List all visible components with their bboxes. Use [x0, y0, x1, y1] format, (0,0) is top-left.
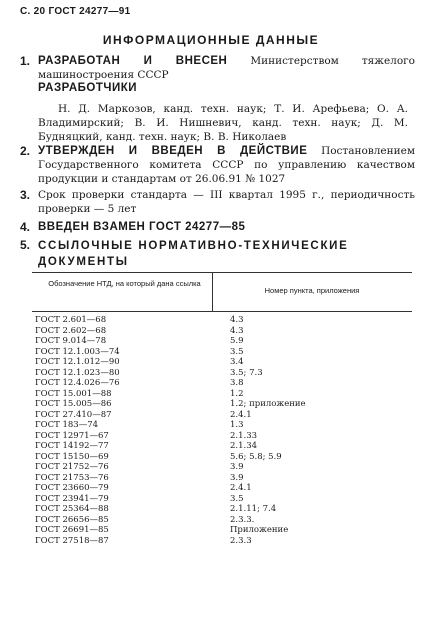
table-row	[32, 357, 412, 368]
table-row	[32, 399, 412, 410]
section-body	[38, 188, 415, 216]
table-row	[32, 473, 412, 484]
section-number: 5.	[20, 238, 31, 252]
table-row	[32, 504, 412, 515]
table-row	[32, 441, 412, 452]
table-body	[32, 315, 412, 546]
reference-designation: ГОСТ 12.1.003—74	[35, 346, 120, 357]
clause-number: 2.3.3	[230, 535, 252, 546]
reference-designation: ГОСТ 21752—76	[35, 462, 109, 472]
reference-designation: ГОСТ 12.1.012—90	[35, 357, 120, 367]
clause-number: 4.3	[230, 325, 244, 336]
reference-designation: ГОСТ 12.1.023—80	[35, 367, 120, 378]
section-heading: ССЫЛОЧНЫЕ НОРМАТИВНО-ТЕХНИЧЕСКИЕ ДОКУМЕНТЫ	[38, 240, 349, 268]
table-row	[32, 336, 412, 347]
clause-number: 2.1.34	[230, 441, 258, 451]
section-body	[38, 144, 415, 186]
table-row	[32, 420, 412, 431]
table-header	[32, 272, 412, 312]
reference-designation: ГОСТ 183—74	[35, 420, 99, 430]
clause-number: 3.4	[230, 357, 244, 367]
document-title: ИНФОРМАЦИОННЫЕ ДАННЫЕ	[102, 33, 320, 47]
clause-number: 1.2	[230, 388, 244, 399]
clause-number: 4.3	[230, 315, 244, 325]
reference-designation: ГОСТ 27518—87	[35, 535, 109, 546]
reference-designation: ГОСТ 23660—79	[35, 483, 109, 493]
reference-designation: ГОСТ 21753—76	[35, 472, 109, 483]
clause-number: 3.5	[230, 493, 244, 504]
reference-designation: ГОСТ 26691—85	[35, 525, 109, 535]
section-heading: РАЗРАБОТАН И ВНЕСЕН	[38, 55, 228, 67]
reference-designation: ГОСТ 12.4.026—76	[35, 378, 120, 388]
clause-number: 3.9	[230, 472, 244, 483]
section-4	[20, 220, 415, 234]
reference-designation: ГОСТ 23941—79	[35, 493, 109, 504]
table-row	[32, 494, 412, 505]
section-heading: ВВЕДЕН ВЗАМЕН ГОСТ 24277—85	[38, 221, 246, 233]
clause-number: 1.2; приложение	[230, 399, 306, 409]
table-row	[32, 368, 412, 379]
clause-number: 5.9	[230, 336, 244, 346]
clause-number: 2.1.11; 7.4	[230, 504, 277, 514]
table-row	[32, 462, 412, 473]
table-row	[32, 326, 412, 337]
section-body	[38, 54, 415, 82]
developers-heading: РАЗРАБОТЧИКИ	[38, 82, 137, 94]
reference-designation: ГОСТ 15150—69	[35, 451, 109, 462]
reference-designation: ГОСТ 15.001—88	[35, 388, 112, 399]
section-number: 1.	[20, 54, 31, 68]
table-row	[32, 536, 412, 547]
clause-number: 3.9	[230, 462, 244, 472]
clause-number: 3.5; 7.3	[230, 367, 263, 378]
table-row	[32, 378, 412, 389]
reference-designation: ГОСТ 14192—77	[35, 441, 109, 451]
table-row	[32, 389, 412, 400]
section-number: 3.	[20, 188, 31, 202]
table-row	[32, 452, 412, 463]
table-row	[32, 347, 412, 358]
table-row	[32, 315, 412, 326]
table-row	[32, 410, 412, 421]
reference-designation: ГОСТ 25364—88	[35, 504, 109, 514]
section-body	[38, 220, 415, 234]
table-row	[32, 515, 412, 526]
developers-list: Н. Д. Маркозов, канд. техн. наук; Т. И. Арефьева; О. А. Владимирский; В. И. Нишневич, канд. техн. наук; Д. М. Будняцкий, канд. техн. наук; В. В. Николаев	[38, 103, 408, 143]
section-heading: УТВЕРЖДЕН И ВВЕДЕН В ДЕЙСТВИЕ	[38, 145, 308, 157]
table-row	[32, 525, 412, 536]
clause-number: 1.3	[230, 420, 244, 430]
section-3	[20, 188, 415, 216]
clause-number: 2.3.3.	[230, 514, 255, 525]
column-divider	[212, 273, 213, 311]
column-header-designation: Обозначение НТД, на который дана ссылка	[48, 279, 201, 288]
clause-number: 2.1.33	[230, 430, 258, 441]
section-number: 2.	[20, 144, 31, 158]
clause-number: 5.6; 5.8; 5.9	[230, 451, 282, 462]
clause-number: 2.4.1	[230, 409, 252, 420]
reference-designation: ГОСТ 2.601—68	[35, 315, 107, 325]
reference-designation: ГОСТ 15.005—86	[35, 399, 112, 409]
section-1	[20, 54, 415, 82]
section-text: Срок проверки стандарта — III квартал 1995 г., периодичность проверки — 5 лет	[38, 189, 415, 215]
table-row	[32, 431, 412, 442]
table-row	[32, 483, 412, 494]
clause-number: 3.5	[230, 346, 244, 357]
section-2	[20, 144, 415, 186]
reference-designation: ГОСТ 12971—67	[35, 430, 109, 441]
clause-number: 3.8	[230, 378, 244, 388]
section-text: Министерством тяжелого машиностроения СССР	[38, 55, 415, 81]
page-header: С. 20 ГОСТ 24277—91	[20, 6, 131, 17]
reference-designation: ГОСТ 9.014—78	[35, 336, 107, 346]
reference-designation: ГОСТ 26656—85	[35, 514, 109, 525]
clause-number: 2.4.1	[230, 483, 252, 493]
reference-designation: ГОСТ 27.410—87	[35, 409, 112, 420]
reference-designation: ГОСТ 2.602—68	[35, 325, 107, 336]
section-number: 4.	[20, 220, 31, 234]
section-text: Постановлением Государственного комитета СССР по управлению качеством продукции и стандартам от 26.06.91 № 1027	[38, 145, 415, 185]
references-table	[32, 272, 412, 546]
column-header-clause: Номер пункта, приложения	[264, 286, 360, 295]
clause-number: Приложение	[230, 525, 289, 535]
